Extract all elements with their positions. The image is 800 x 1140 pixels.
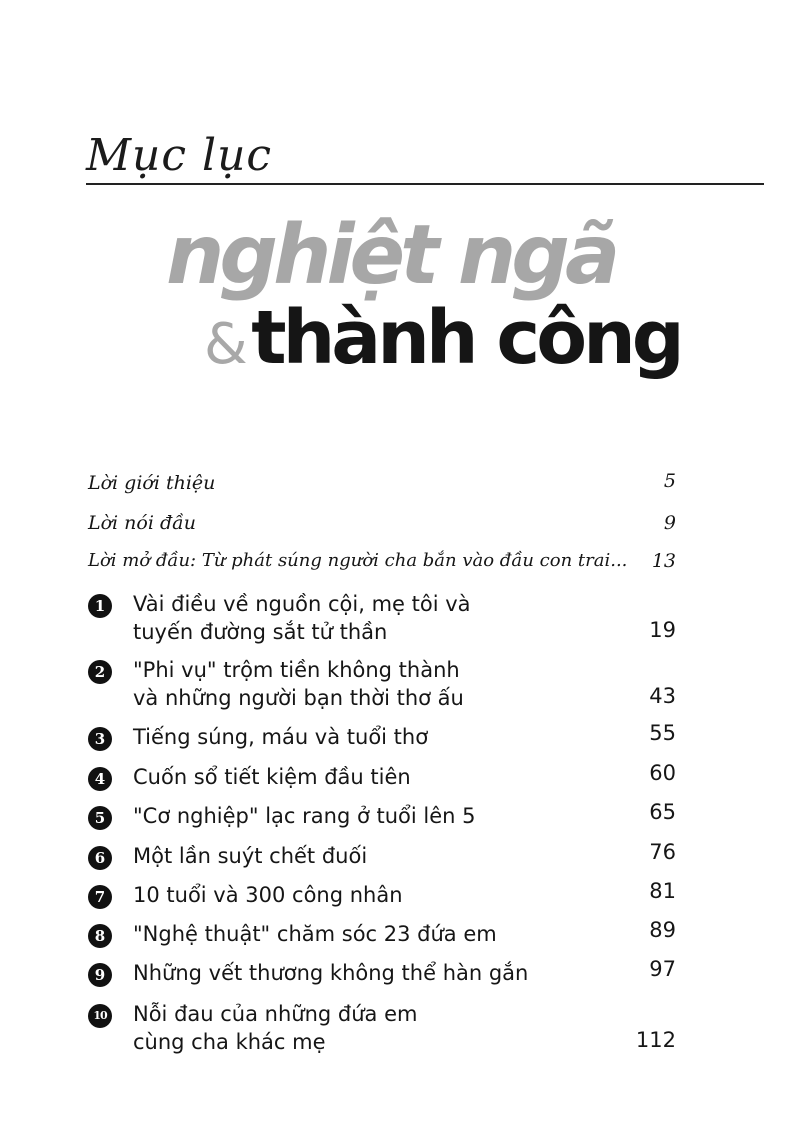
chapter-title: Vài điều về nguồn cội, mẹ tôi và tuyến đường sắt tử thần [133,592,471,644]
chapter-number-badge: 9 [88,963,112,987]
page-number: 55 [649,721,676,745]
toc-heading: Mục lục [86,130,273,181]
chapter-title: Nỗi đau của những đứa em cùng cha khác mẹ [133,1002,418,1054]
book-title-line1: nghiệt ngã [166,208,616,303]
chapter-title: Cuốn sổ tiết kiệm đầu tiên [133,765,411,789]
entry-title: Lời mở đầu: Từ phát súng người cha bắn vào đầu con trai... [88,550,628,571]
page-number: 19 [649,618,676,642]
chapter-number-badge: 10 [88,1004,112,1028]
chapter-number-badge: 7 [88,885,112,909]
page-number: 65 [649,800,676,824]
page-number: 9 [663,512,676,534]
page-number: 76 [649,840,676,864]
entry-title: Lời giới thiệu [88,472,216,494]
chapter-title: "Phi vụ" trộm tiền không thành và những người bạn thời thơ ấu [133,658,464,710]
ampersand: & [204,312,246,377]
chapter-number-badge: 5 [88,806,112,830]
chapter-number-badge: 1 [88,594,112,618]
chapter-number-badge: 6 [88,846,112,870]
entry-title: Lời nói đầu [88,512,197,534]
chapter-title: Những vết thương không thể hàn gắn [133,961,529,985]
page-number: 13 [651,550,676,572]
chapter-title: Một lần suýt chết đuối [133,844,368,868]
chapter-title: "Cơ nghiệp" lạc rang ở tuổi lên 5 [133,804,476,828]
page-number: 60 [649,761,676,785]
page-number: 5 [663,470,676,492]
page-number: 43 [649,684,676,708]
chapter-number-badge: 8 [88,924,112,948]
chapter-number-badge: 3 [88,727,112,751]
chapter-number-badge: 4 [88,767,112,791]
page-number: 97 [649,957,676,981]
page-number: 112 [635,1028,676,1052]
chapter-title: Tiếng súng, máu và tuổi thơ [133,725,429,749]
heading-divider [86,183,764,185]
book-title-line2 [204,290,681,406]
chapter-title: "Nghệ thuật" chăm sóc 23 đứa em [133,922,497,946]
page-number: 89 [649,918,676,942]
chapter-number-badge: 2 [88,660,112,684]
book-title-main: thành công [251,295,681,381]
chapter-title: 10 tuổi và 300 công nhân [133,883,403,907]
page-number: 81 [649,879,676,903]
